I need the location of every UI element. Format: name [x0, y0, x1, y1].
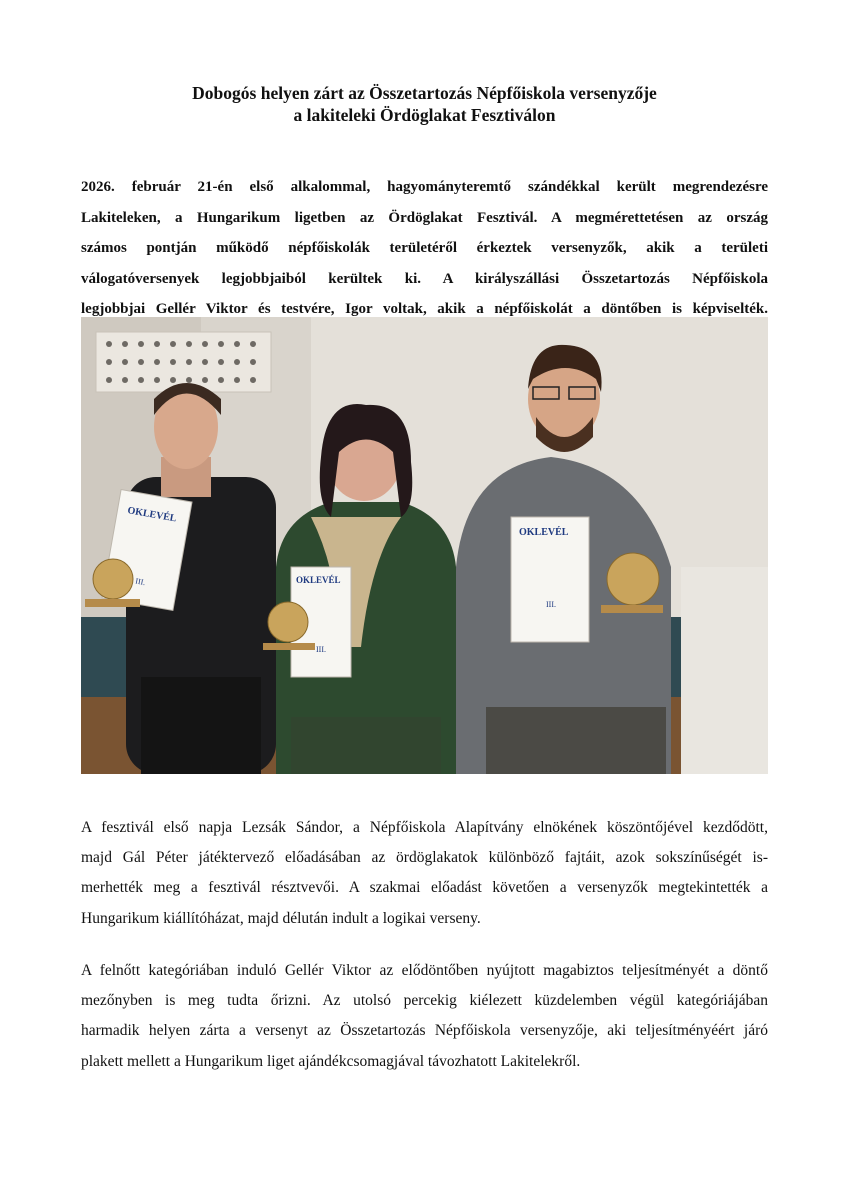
title-line: a lakiteleki Ördöglakat Fesztiválon: [293, 105, 556, 125]
paragraph-line: A fesztivál első napja Lezsák Sándor, a Népfőiskola Alapítvány elnökének köszöntőjével kezdődött,: [81, 819, 768, 836]
body-paragraph-2: [81, 956, 768, 1077]
photo-illustration: [81, 317, 768, 774]
paragraph-line: mezőnyben is meg tudta őrizni. Az utolsó percekig kiélezett küzdelemben végül kategóriájában: [81, 992, 768, 1010]
lead-line: 2026. február 21-én első alkalommal, hagyományteremtő szándékkal került megrendezésre: [81, 179, 768, 195]
body-paragraph-1: [81, 813, 768, 934]
title-line: Dobogós helyen zárt az Összetartozás Népfőiskola versenyzője: [192, 83, 657, 103]
article-title: [80, 82, 769, 126]
lead-line: Lakiteleken, a Hungarikum ligetben az Ördöglakat Fesztivál. A megmérettetésen az ország: [81, 209, 768, 226]
certificate-rank: III.: [546, 600, 556, 609]
lead-line: válogatóversenyek legjobbjaiból kerültek ki. A királyszállási Összetartozás Népfőiskola: [81, 270, 768, 287]
lead-line: legjobbjai Gellér Viktor és testvére, Igor voltak, akik a népfőiskolát a döntőben is képviselték.: [81, 301, 768, 317]
certificate-heading: OKLEVÉL: [126, 505, 178, 525]
certificate-rank: III.: [134, 576, 147, 588]
certificate-rank: III.: [316, 645, 326, 654]
lead-line: számos pontján működő népfőiskolák területéről érkeztek versenyzők, akik a területi: [81, 240, 768, 256]
award-photo: [81, 317, 768, 774]
paragraph-line: A felnőtt kategóriában induló Gellér Viktor az elődöntőben nyújtott magabiztos teljesítményét a döntő: [81, 962, 768, 979]
wall-panel: [96, 332, 271, 392]
certificate-heading: OKLEVÉL: [519, 527, 569, 538]
certificate-heading: OKLEVÉL: [296, 575, 341, 585]
paragraph-line: harmadik helyen zárta a versenyt az Összetartozás Népfőiskola versenyzője, aki teljesítményéért járó: [81, 1022, 768, 1040]
lead-paragraph: [81, 172, 768, 325]
paragraph-line: plakett mellett a Hungarikum liget ajándékcsomagjával távozhatott Lakitelekről.: [81, 1052, 581, 1070]
paragraph-line: Hungarikum kiállítóházat, majd délután indult a logikai verseny.: [81, 909, 481, 927]
paragraph-line: majd Gál Péter játéktervező előadásában az ördöglakatok különböző fajtáit, azok sokszínűségét is-: [81, 849, 768, 867]
paragraph-line: merhették meg a fesztivál résztvevői. A szakmai előadást követően a versenyzők megtekintették a: [81, 879, 768, 897]
